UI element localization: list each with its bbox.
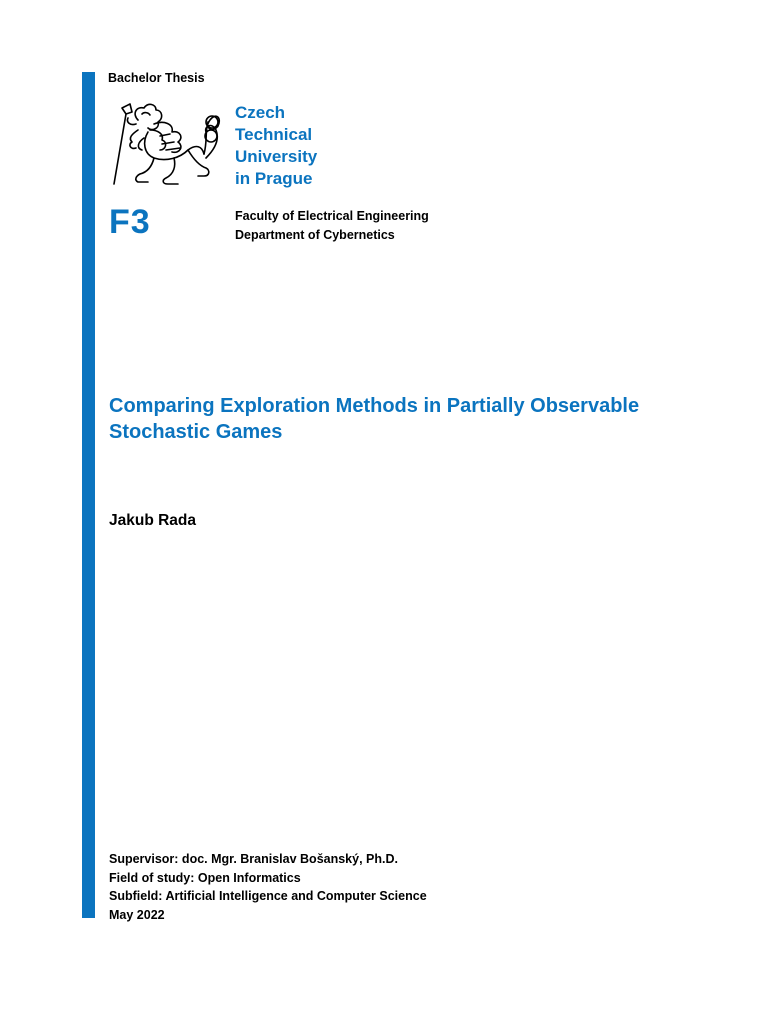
author-name: Jakub Rada xyxy=(109,512,197,529)
thesis-type: Bachelor Thesis xyxy=(108,71,205,85)
university-name-line: University xyxy=(235,147,318,166)
department-name: Department of Cybernetics xyxy=(235,228,395,242)
field-of-study: Field of study: Open Informatics xyxy=(109,870,301,885)
university-name-line: in Prague xyxy=(235,169,313,188)
faculty-name: Faculty of Electrical Engineering xyxy=(235,209,429,223)
faculty-code: F3 xyxy=(109,203,151,241)
university-name-line: Czech xyxy=(235,103,286,122)
submission-date: May 2022 xyxy=(109,907,165,922)
thesis-title: Comparing Exploration Methods in Partially Observable Stochastic Games xyxy=(109,395,640,443)
supervisor: Supervisor: doc. Mgr. Branislav Bošanský, Ph.D. xyxy=(109,852,398,866)
accent-bar xyxy=(82,72,95,918)
thesis-details xyxy=(109,850,427,924)
faculty-info xyxy=(235,207,429,245)
university-name-line: Technical xyxy=(235,125,313,144)
university-name xyxy=(235,102,317,190)
ctu-lion-logo-icon xyxy=(108,100,223,188)
subfield: Subfield: Artificial Intelligence and Computer Science xyxy=(109,889,427,903)
